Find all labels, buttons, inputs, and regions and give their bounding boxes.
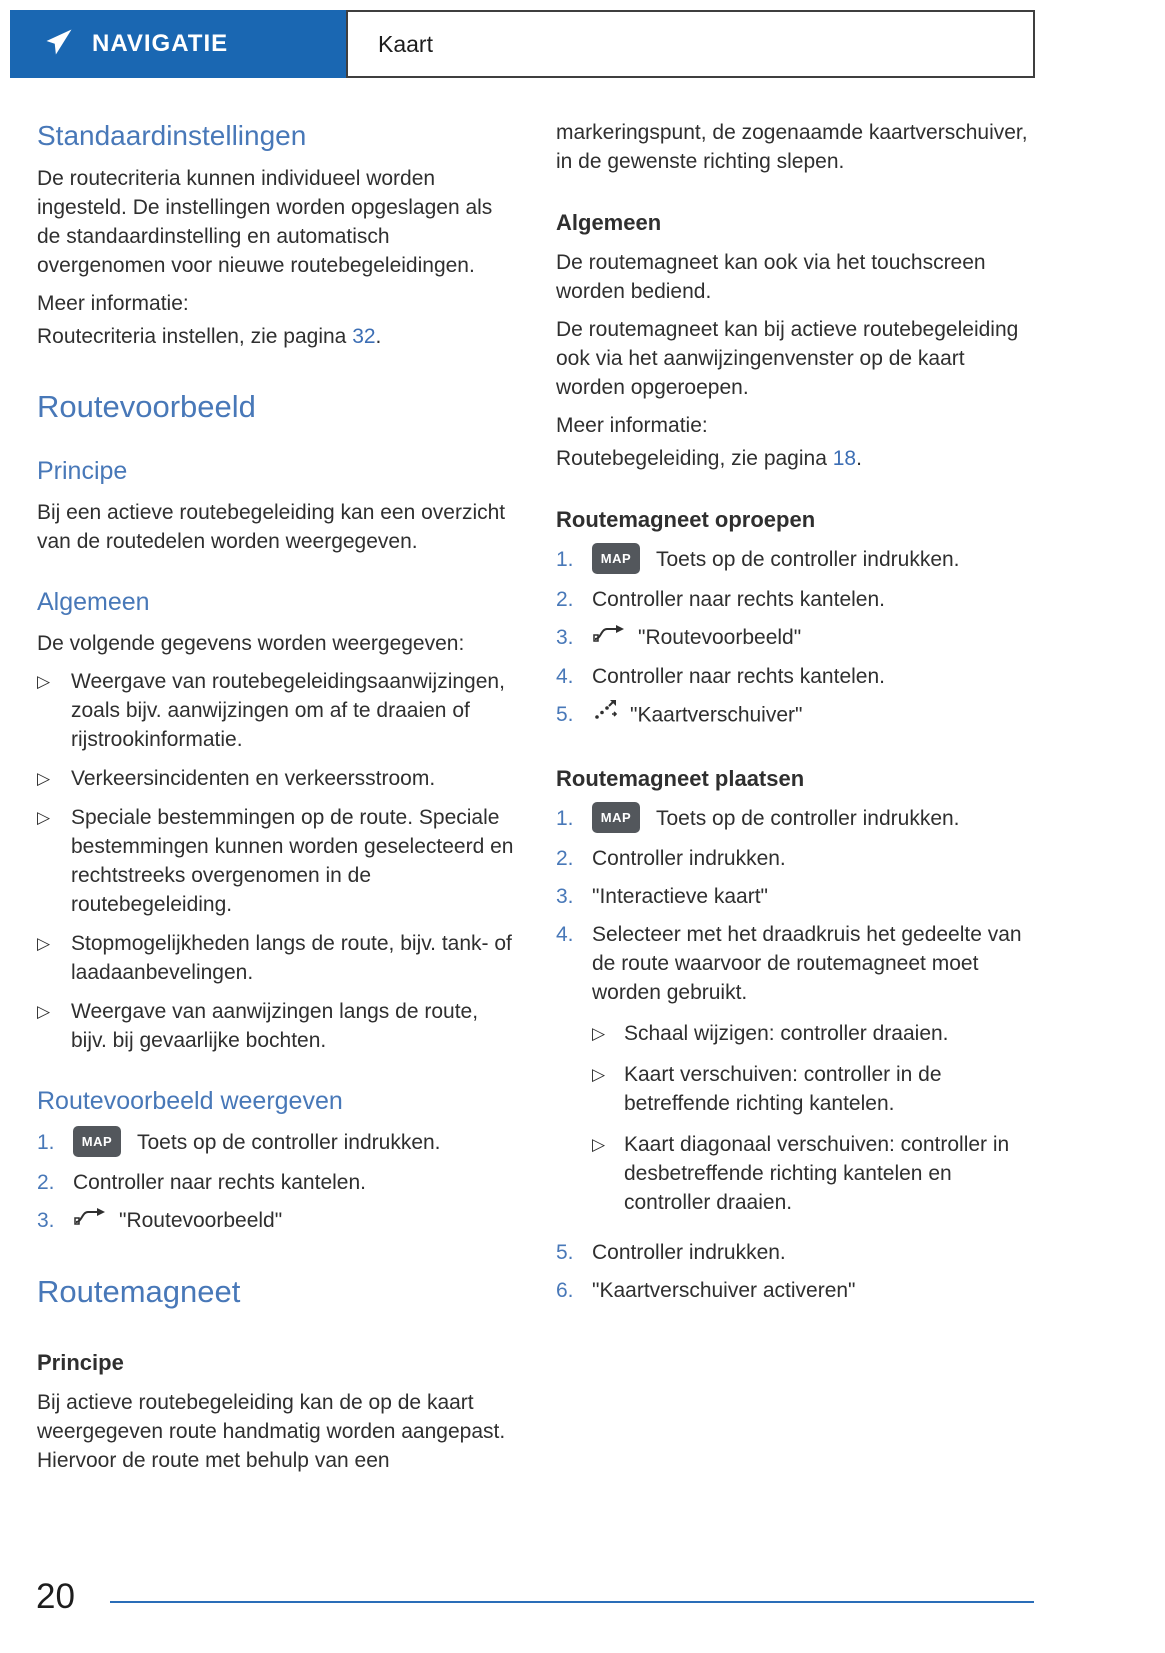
list-item: [592, 1019, 1034, 1048]
list-item: [592, 1060, 1034, 1118]
step-text: "Interactieve kaart": [592, 885, 768, 909]
section-title: Kaart: [378, 30, 433, 57]
map-button-icon: [592, 543, 640, 574]
step-number: 5.: [556, 703, 574, 727]
triangle-bullet-icon: ▷: [37, 934, 51, 953]
paragraph-zie-pagina-32: [37, 322, 515, 351]
heading-algemeen-routemagneet: Algemeen: [556, 210, 662, 235]
step-text: Controller indrukken.: [592, 1241, 786, 1265]
step-number: 1.: [556, 548, 574, 571]
chapter-tab-navigatie: [10, 10, 346, 78]
step: [37, 1168, 515, 1197]
triangle-bullet-icon: ▷: [37, 769, 51, 788]
list-item: [37, 667, 515, 754]
step-text: "Kaartverschuiver": [630, 704, 803, 727]
section-title-box: [346, 10, 1035, 78]
step-number: 3.: [37, 1209, 55, 1232]
paragraph-routecriteria: De routecriteria kunnen individueel worden ingesteld. De instellingen worden opgeslagen als de standaardinstelling en automatisch overgenomen voor nieuwe routebegeleidingen.: [37, 167, 493, 277]
paragraph-zie-pagina-18: [556, 444, 1034, 473]
list-item: [37, 929, 515, 987]
heading-routevoorbeeld-weergeven: Routevoorbeeld weergeven: [37, 1087, 343, 1115]
step-number: 2.: [556, 847, 574, 871]
bullet-text: Verkeersincidenten en verkeersstroom.: [71, 767, 436, 790]
paragraph-meer-informatie-2: Meer informatie:: [556, 414, 708, 437]
paragraph-principe: Bij een actieve routebegeleiding kan een overzicht van de routedelen worden weergegeven.: [37, 501, 506, 553]
step: [556, 700, 1034, 732]
step-text: "Kaartverschuiver activeren": [592, 1279, 856, 1303]
map-button-icon: [73, 1126, 121, 1157]
map-button-label: MAP: [600, 551, 632, 566]
bullet-text: Kaart diagonaal verschuiven: controller in desbetreffende richting kantelen en controller draaien.: [624, 1133, 1010, 1215]
map-button-label: MAP: [600, 810, 632, 826]
step-text: Controller indrukken.: [592, 847, 786, 871]
list-item: [592, 1130, 1034, 1217]
step: [556, 585, 1034, 614]
link-line-period: .: [856, 447, 862, 470]
bullet-text: Kaart verschuiven: controller in de betreffende richting kantelen.: [624, 1063, 942, 1116]
step-number: 6.: [556, 1279, 574, 1303]
link-line-text: Routebegeleiding, zie pagina: [556, 447, 833, 470]
step-number: 2.: [556, 588, 574, 611]
triangle-bullet-icon: ▷: [592, 1024, 606, 1044]
paragraph-aanwijzingenvenster: De routemagneet kan bij actieve routebegeleiding ook via het aanwijzingenvenster op de kaart worden opgeroepen.: [556, 318, 1019, 399]
bullet-text: Schaal wijzigen: controller draaien.: [624, 1022, 949, 1046]
paragraph-gegevens: De volgende gegevens worden weergegeven:: [37, 632, 465, 655]
steps-routemagneet-plaatsen: [556, 804, 1034, 1305]
step-text: Toets op de controller indrukken.: [137, 1131, 441, 1155]
paragraph-markeringspunt: markeringspunt, de zogenaamde kaartverschuiver, in de gewenste richting slepen.: [556, 121, 1028, 173]
step: [556, 920, 1034, 1229]
step-text: Controller naar rechts kantelen.: [592, 665, 885, 689]
footer-divider: [110, 1601, 1034, 1603]
chapter-tab-label: NAVIGATIE: [92, 30, 229, 57]
paragraph-touchscreen: De routemagneet kan ook via het touchscreen worden bediend.: [556, 251, 986, 303]
left-column: [37, 118, 515, 1484]
step: [556, 1238, 1034, 1267]
route-overview-icon: [73, 1204, 107, 1234]
triangle-bullet-icon: ▷: [592, 1065, 606, 1085]
list-item: [37, 764, 515, 793]
step-text: Selecteer met het draadkruis het gedeelte van de route waarvoor de routemagneet moet worden gebruikt.: [592, 923, 1022, 1005]
sub-bullet-list: [592, 1019, 1034, 1217]
page-content: [37, 118, 1035, 1484]
step-text: Toets op de controller indrukken.: [656, 548, 960, 572]
step: [556, 844, 1034, 873]
step: [37, 1206, 515, 1236]
step-number: 5.: [556, 1241, 574, 1265]
step-number: 4.: [556, 923, 574, 947]
step-number: 3.: [556, 885, 574, 909]
page-link-32[interactable]: 32: [352, 325, 376, 348]
paragraph-routemagneet-principe: Bij actieve routebegeleiding kan de op de kaart weergegeven route handmatig worden aangepast. Hiervoor de route met behulp van een: [37, 1391, 506, 1473]
step: [556, 804, 1034, 835]
triangle-bullet-icon: ▷: [592, 1135, 606, 1155]
bullet-text: Weergave van routebegeleidingsaanwijzingen, zoals bijv. aanwijzingen om af te draaien of rijstrookinformatie.: [71, 670, 505, 751]
bullet-text: Weergave van aanwijzingen langs de route, bijv. bij gevaarlijke bochten.: [71, 1000, 479, 1052]
step: [556, 545, 1034, 576]
triangle-bullet-icon: ▷: [37, 672, 51, 691]
right-column: [556, 118, 1034, 1314]
step: [37, 1128, 515, 1159]
page-header: [10, 10, 1035, 78]
link-line-period: .: [375, 325, 382, 348]
step-text: Controller naar rechts kantelen.: [592, 588, 885, 611]
triangle-bullet-icon: ▷: [37, 1002, 51, 1021]
step-text: Toets op de controller indrukken.: [656, 807, 960, 831]
navigation-arrow-icon: [44, 27, 74, 62]
link-line-text: Routecriteria instellen, zie pagina: [37, 325, 353, 348]
step-number: 4.: [556, 665, 574, 689]
list-item: [37, 997, 515, 1055]
heading-routevoorbeeld: Routevoorbeeld: [37, 389, 256, 424]
steps-routemagneet-oproepen: [556, 545, 1034, 732]
step-text: "Routevoorbeeld": [638, 626, 802, 649]
heading-routemagneet-oproepen: Routemagneet oproepen: [556, 507, 816, 532]
step-text: Controller naar rechts kantelen.: [73, 1171, 366, 1194]
steps-routevoorbeeld-weergeven: [37, 1128, 515, 1236]
step-text: "Routevoorbeeld": [119, 1209, 283, 1232]
page-link-18[interactable]: 18: [832, 447, 857, 470]
step-number: 3.: [556, 626, 574, 649]
heading-principe-routemagneet: Principe: [37, 1350, 124, 1376]
heading-principe: Principe: [37, 457, 128, 485]
page-number: 20: [36, 1577, 75, 1616]
map-button-icon: [592, 802, 640, 833]
step-number: 1.: [37, 1131, 55, 1154]
map-button-label: MAP: [81, 1134, 113, 1149]
bullet-text: Speciale bestemmingen op de route. Speciale bestemmingen kunnen worden geselecteerd en rechtstreeks overgenomen in de routebegeleiding.: [71, 806, 514, 916]
heading-standaardinstellingen: Standaardinstellingen: [37, 120, 307, 151]
step: [556, 662, 1034, 691]
step: [556, 882, 1034, 911]
heading-routemagneet-plaatsen: Routemagneet plaatsen: [556, 766, 805, 792]
step: [556, 623, 1034, 653]
triangle-bullet-icon: ▷: [37, 808, 51, 827]
step: [556, 1276, 1034, 1305]
bullet-text: Stopmogelijkheden langs de route, bijv. tank- of laadaanbevelingen.: [71, 932, 512, 984]
list-item: [37, 803, 515, 919]
heading-algemeen: Algemeen: [37, 588, 150, 616]
map-shifter-icon: [592, 698, 618, 730]
step-number: 1.: [556, 807, 574, 831]
feature-bullet-list: [37, 667, 515, 1055]
route-overview-icon: [592, 621, 626, 651]
step-number: 2.: [37, 1171, 55, 1194]
paragraph-meer-informatie: Meer informatie:: [37, 292, 189, 315]
heading-routemagneet: Routemagneet: [37, 1274, 241, 1310]
